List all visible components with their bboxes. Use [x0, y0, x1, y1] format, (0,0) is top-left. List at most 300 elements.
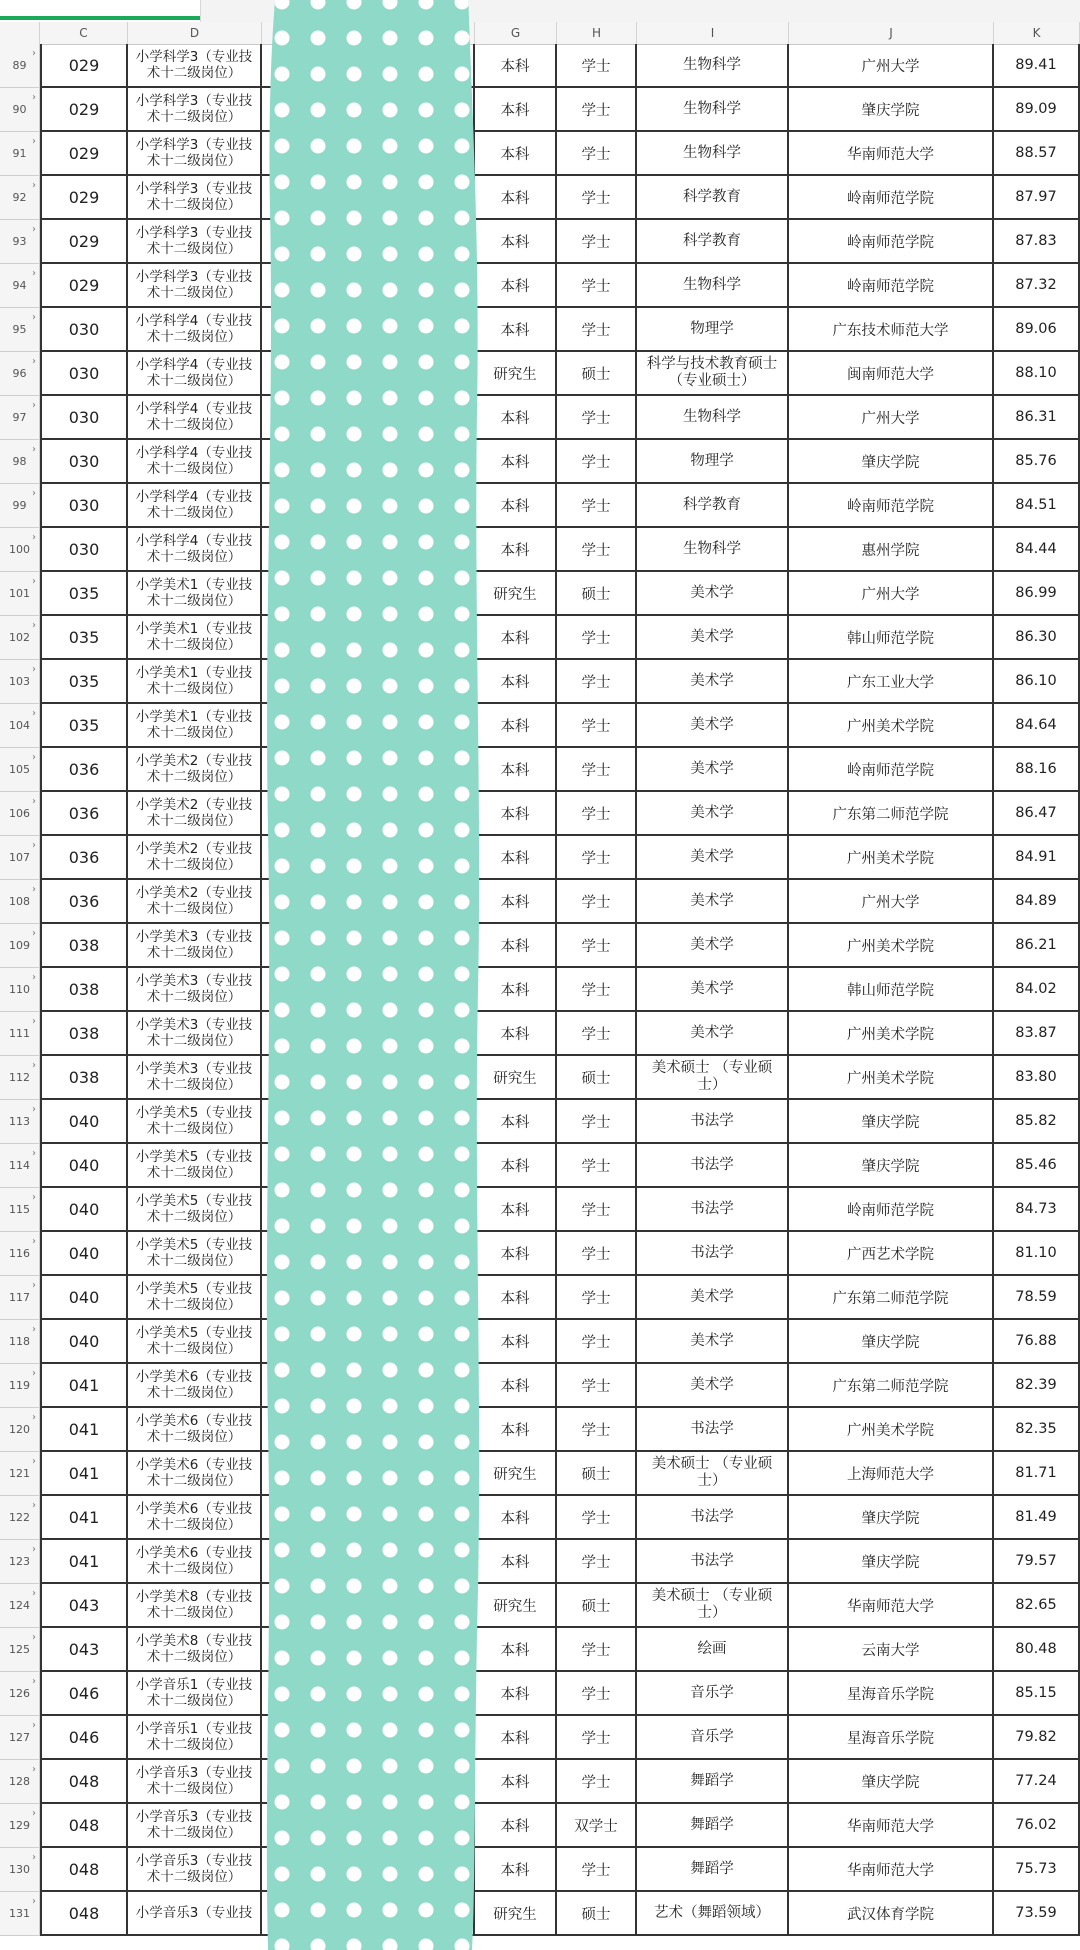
school-cell[interactable]: 肇庆学院 — [789, 88, 994, 132]
post-code-cell[interactable]: 041 — [40, 1496, 128, 1540]
degree-cell[interactable]: 硕士 — [557, 352, 637, 396]
row-number[interactable]: 121 › — [0, 1452, 40, 1496]
education-cell[interactable]: 研究生 — [475, 1892, 557, 1936]
education-cell[interactable]: 本科 — [475, 1232, 557, 1276]
post-name-cell[interactable]: 小学美术2（专业技术十二级岗位） — [128, 792, 262, 836]
row-number[interactable]: 118 › — [0, 1320, 40, 1364]
row-number[interactable]: 117 › — [0, 1276, 40, 1320]
degree-cell[interactable]: 学士 — [557, 1144, 637, 1188]
education-cell[interactable]: 本科 — [475, 924, 557, 968]
post-code-cell[interactable]: 048 — [40, 1848, 128, 1892]
major-cell[interactable]: 美术学 — [637, 968, 789, 1012]
row-number[interactable]: 98 › — [0, 440, 40, 484]
row-number[interactable]: 120 › — [0, 1408, 40, 1452]
score-cell[interactable]: 80.48 — [994, 1628, 1080, 1672]
score-cell[interactable]: 86.31 — [994, 396, 1080, 440]
post-name-cell[interactable]: 小学科学4（专业技术十二级岗位） — [128, 352, 262, 396]
column-header-g[interactable]: G — [475, 22, 557, 44]
post-name-cell[interactable]: 小学美术5（专业技术十二级岗位） — [128, 1232, 262, 1276]
education-cell[interactable]: 研究生 — [475, 572, 557, 616]
post-name-cell[interactable]: 小学科学3（专业技术十二级岗位） — [128, 176, 262, 220]
education-cell[interactable]: 本科 — [475, 528, 557, 572]
post-code-cell[interactable]: 035 — [40, 660, 128, 704]
degree-cell[interactable]: 学士 — [557, 836, 637, 880]
major-cell[interactable]: 绘画 — [637, 1628, 789, 1672]
education-cell[interactable]: 本科 — [475, 308, 557, 352]
post-code-cell[interactable]: 040 — [40, 1320, 128, 1364]
major-cell[interactable]: 美术学 — [637, 880, 789, 924]
post-code-cell[interactable]: 041 — [40, 1408, 128, 1452]
education-cell[interactable]: 本科 — [475, 1540, 557, 1584]
degree-cell[interactable]: 学士 — [557, 176, 637, 220]
post-name-cell[interactable]: 小学音乐3（专业技术十二级岗位） — [128, 1848, 262, 1892]
degree-cell[interactable]: 学士 — [557, 1540, 637, 1584]
major-cell[interactable]: 生物科学 — [637, 264, 789, 308]
post-name-cell[interactable]: 小学美术8（专业技术十二级岗位） — [128, 1628, 262, 1672]
major-cell[interactable]: 生物科学 — [637, 396, 789, 440]
major-cell[interactable]: 舞蹈学 — [637, 1760, 789, 1804]
post-code-cell[interactable]: 029 — [40, 88, 128, 132]
school-cell[interactable]: 华南师范大学 — [789, 1848, 994, 1892]
score-cell[interactable]: 82.65 — [994, 1584, 1080, 1628]
education-cell[interactable]: 本科 — [475, 1144, 557, 1188]
post-name-cell[interactable]: 小学科学3（专业技术十二级岗位） — [128, 132, 262, 176]
major-cell[interactable]: 美术学 — [637, 1320, 789, 1364]
post-code-cell[interactable]: 030 — [40, 528, 128, 572]
post-code-cell[interactable]: 040 — [40, 1232, 128, 1276]
row-number[interactable]: 107 › — [0, 836, 40, 880]
row-number[interactable]: 93 › — [0, 220, 40, 264]
degree-cell[interactable]: 学士 — [557, 968, 637, 1012]
school-cell[interactable]: 华南师范大学 — [789, 132, 994, 176]
post-name-cell[interactable]: 小学美术1（专业技术十二级岗位） — [128, 572, 262, 616]
education-cell[interactable]: 本科 — [475, 1672, 557, 1716]
post-name-cell[interactable]: 小学科学4（专业技术十二级岗位） — [128, 484, 262, 528]
major-cell[interactable]: 书法学 — [637, 1408, 789, 1452]
post-code-cell[interactable]: 046 — [40, 1672, 128, 1716]
education-cell[interactable]: 本科 — [475, 176, 557, 220]
score-cell[interactable]: 86.30 — [994, 616, 1080, 660]
column-header-c[interactable]: C — [40, 22, 128, 44]
major-cell[interactable]: 美术学 — [637, 572, 789, 616]
degree-cell[interactable]: 学士 — [557, 616, 637, 660]
degree-cell[interactable]: 学士 — [557, 1100, 637, 1144]
post-code-cell[interactable]: 035 — [40, 572, 128, 616]
education-cell[interactable]: 本科 — [475, 660, 557, 704]
post-name-cell[interactable]: 小学美术6（专业技术十二级岗位） — [128, 1452, 262, 1496]
score-cell[interactable]: 84.51 — [994, 484, 1080, 528]
education-cell[interactable]: 研究生 — [475, 352, 557, 396]
major-cell[interactable]: 美术学 — [637, 704, 789, 748]
degree-cell[interactable]: 学士 — [557, 1760, 637, 1804]
score-cell[interactable]: 79.82 — [994, 1716, 1080, 1760]
score-cell[interactable]: 86.47 — [994, 792, 1080, 836]
post-name-cell[interactable]: 小学美术8（专业技术十二级岗位） — [128, 1584, 262, 1628]
school-cell[interactable]: 广州美术学院 — [789, 1012, 994, 1056]
education-cell[interactable]: 本科 — [475, 1276, 557, 1320]
education-cell[interactable]: 本科 — [475, 704, 557, 748]
school-cell[interactable]: 闽南师范大学 — [789, 352, 994, 396]
school-cell[interactable]: 武汉体育学院 — [789, 1892, 994, 1936]
row-number[interactable]: 102 › — [0, 616, 40, 660]
row-number[interactable]: 100 › — [0, 528, 40, 572]
row-number[interactable]: 124 › — [0, 1584, 40, 1628]
school-cell[interactable]: 肇庆学院 — [789, 1540, 994, 1584]
post-code-cell[interactable]: 038 — [40, 1056, 128, 1100]
post-name-cell[interactable]: 小学美术1（专业技术十二级岗位） — [128, 660, 262, 704]
score-cell[interactable]: 85.46 — [994, 1144, 1080, 1188]
school-cell[interactable]: 岭南师范学院 — [789, 264, 994, 308]
major-cell[interactable]: 舞蹈学 — [637, 1804, 789, 1848]
score-cell[interactable]: 87.97 — [994, 176, 1080, 220]
education-cell[interactable]: 本科 — [475, 880, 557, 924]
degree-cell[interactable]: 学士 — [557, 1276, 637, 1320]
score-cell[interactable]: 89.09 — [994, 88, 1080, 132]
post-name-cell[interactable]: 小学美术6（专业技术十二级岗位） — [128, 1408, 262, 1452]
degree-cell[interactable]: 学士 — [557, 880, 637, 924]
score-cell[interactable]: 84.91 — [994, 836, 1080, 880]
post-code-cell[interactable]: 029 — [40, 44, 128, 88]
degree-cell[interactable]: 学士 — [557, 924, 637, 968]
school-cell[interactable]: 广州大学 — [789, 44, 994, 88]
education-cell[interactable]: 本科 — [475, 484, 557, 528]
degree-cell[interactable]: 硕士 — [557, 1056, 637, 1100]
education-cell[interactable]: 本科 — [475, 1628, 557, 1672]
education-cell[interactable]: 本科 — [475, 132, 557, 176]
school-cell[interactable]: 广东技术师范大学 — [789, 308, 994, 352]
score-cell[interactable]: 84.44 — [994, 528, 1080, 572]
score-cell[interactable]: 86.21 — [994, 924, 1080, 968]
major-cell[interactable]: 美术学 — [637, 660, 789, 704]
score-cell[interactable]: 85.82 — [994, 1100, 1080, 1144]
post-name-cell[interactable]: 小学科学3（专业技术十二级岗位） — [128, 44, 262, 88]
post-name-cell[interactable]: 小学美术5（专业技术十二级岗位） — [128, 1188, 262, 1232]
degree-cell[interactable]: 硕士 — [557, 1892, 637, 1936]
score-cell[interactable]: 89.41 — [994, 44, 1080, 88]
post-name-cell[interactable]: 小学美术5（专业技术十二级岗位） — [128, 1276, 262, 1320]
score-cell[interactable]: 81.71 — [994, 1452, 1080, 1496]
degree-cell[interactable]: 学士 — [557, 220, 637, 264]
major-cell[interactable]: 物理学 — [637, 308, 789, 352]
major-cell[interactable]: 美术硕士 （专业硕士） — [637, 1584, 789, 1628]
post-name-cell[interactable]: 小学美术2（专业技术十二级岗位） — [128, 836, 262, 880]
degree-cell[interactable]: 学士 — [557, 1012, 637, 1056]
row-number[interactable]: 92 › — [0, 176, 40, 220]
major-cell[interactable]: 舞蹈学 — [637, 1848, 789, 1892]
post-code-cell[interactable]: 030 — [40, 484, 128, 528]
major-cell[interactable]: 美术学 — [637, 616, 789, 660]
row-number[interactable]: 125 › — [0, 1628, 40, 1672]
post-name-cell[interactable]: 小学科学4（专业技术十二级岗位） — [128, 308, 262, 352]
score-cell[interactable]: 86.99 — [994, 572, 1080, 616]
row-number[interactable]: 103 › — [0, 660, 40, 704]
score-cell[interactable]: 82.39 — [994, 1364, 1080, 1408]
score-cell[interactable]: 73.59 — [994, 1892, 1080, 1936]
major-cell[interactable]: 美术学 — [637, 1364, 789, 1408]
degree-cell[interactable]: 学士 — [557, 1232, 637, 1276]
major-cell[interactable]: 科学教育 — [637, 484, 789, 528]
post-code-cell[interactable]: 030 — [40, 396, 128, 440]
row-number[interactable]: 109 › — [0, 924, 40, 968]
row-number[interactable]: 106 › — [0, 792, 40, 836]
education-cell[interactable]: 本科 — [475, 1716, 557, 1760]
row-number[interactable]: 119 › — [0, 1364, 40, 1408]
education-cell[interactable]: 本科 — [475, 1100, 557, 1144]
degree-cell[interactable]: 学士 — [557, 704, 637, 748]
degree-cell[interactable]: 学士 — [557, 44, 637, 88]
major-cell[interactable]: 生物科学 — [637, 528, 789, 572]
school-cell[interactable]: 韩山师范学院 — [789, 616, 994, 660]
post-code-cell[interactable]: 030 — [40, 308, 128, 352]
post-code-cell[interactable]: 041 — [40, 1364, 128, 1408]
post-name-cell[interactable]: 小学音乐3（专业技 — [128, 1892, 262, 1936]
major-cell[interactable]: 生物科学 — [637, 44, 789, 88]
score-cell[interactable]: 85.76 — [994, 440, 1080, 484]
school-cell[interactable]: 华南师范大学 — [789, 1804, 994, 1848]
post-code-cell[interactable]: 035 — [40, 704, 128, 748]
school-cell[interactable]: 华南师范大学 — [789, 1584, 994, 1628]
degree-cell[interactable]: 学士 — [557, 132, 637, 176]
row-number[interactable]: 105 › — [0, 748, 40, 792]
row-number[interactable]: 101 › — [0, 572, 40, 616]
score-cell[interactable]: 88.10 — [994, 352, 1080, 396]
score-cell[interactable]: 84.02 — [994, 968, 1080, 1012]
education-cell[interactable]: 研究生 — [475, 1056, 557, 1100]
major-cell[interactable]: 美术学 — [637, 748, 789, 792]
post-name-cell[interactable]: 小学美术3（专业技术十二级岗位） — [128, 924, 262, 968]
education-cell[interactable]: 本科 — [475, 1364, 557, 1408]
post-code-cell[interactable]: 041 — [40, 1540, 128, 1584]
row-number[interactable]: 95 › — [0, 308, 40, 352]
post-code-cell[interactable]: 040 — [40, 1100, 128, 1144]
major-cell[interactable]: 科学教育 — [637, 220, 789, 264]
education-cell[interactable]: 研究生 — [475, 1584, 557, 1628]
post-name-cell[interactable]: 小学美术2（专业技术十二级岗位） — [128, 748, 262, 792]
column-header-d[interactable]: D — [128, 22, 262, 44]
post-name-cell[interactable]: 小学美术3（专业技术十二级岗位） — [128, 1056, 262, 1100]
row-number[interactable]: 90 › — [0, 88, 40, 132]
school-cell[interactable]: 广州大学 — [789, 572, 994, 616]
school-cell[interactable]: 广州美术学院 — [789, 924, 994, 968]
major-cell[interactable]: 生物科学 — [637, 132, 789, 176]
row-number[interactable]: 127 › — [0, 1716, 40, 1760]
education-cell[interactable]: 本科 — [475, 396, 557, 440]
column-header-k[interactable]: K — [994, 22, 1080, 44]
post-code-cell[interactable]: 038 — [40, 1012, 128, 1056]
school-cell[interactable]: 肇庆学院 — [789, 1100, 994, 1144]
row-number[interactable]: 116 › — [0, 1232, 40, 1276]
score-cell[interactable]: 86.10 — [994, 660, 1080, 704]
degree-cell[interactable]: 学士 — [557, 1496, 637, 1540]
education-cell[interactable]: 本科 — [475, 1804, 557, 1848]
school-cell[interactable]: 广州美术学院 — [789, 1408, 994, 1452]
degree-cell[interactable]: 学士 — [557, 1408, 637, 1452]
school-cell[interactable]: 星海音乐学院 — [789, 1672, 994, 1716]
education-cell[interactable]: 本科 — [475, 1848, 557, 1892]
education-cell[interactable]: 本科 — [475, 616, 557, 660]
post-name-cell[interactable]: 小学音乐3（专业技术十二级岗位） — [128, 1760, 262, 1804]
post-name-cell[interactable]: 小学美术3（专业技术十二级岗位） — [128, 1012, 262, 1056]
degree-cell[interactable]: 学士 — [557, 1716, 637, 1760]
school-cell[interactable]: 广西艺术学院 — [789, 1232, 994, 1276]
school-cell[interactable]: 惠州学院 — [789, 528, 994, 572]
major-cell[interactable]: 科学教育 — [637, 176, 789, 220]
school-cell[interactable]: 云南大学 — [789, 1628, 994, 1672]
degree-cell[interactable]: 学士 — [557, 308, 637, 352]
score-cell[interactable]: 85.15 — [994, 1672, 1080, 1716]
education-cell[interactable]: 本科 — [475, 440, 557, 484]
row-number[interactable]: 112 › — [0, 1056, 40, 1100]
major-cell[interactable]: 美术学 — [637, 1276, 789, 1320]
post-name-cell[interactable]: 小学美术5（专业技术十二级岗位） — [128, 1144, 262, 1188]
degree-cell[interactable]: 双学士 — [557, 1804, 637, 1848]
row-number[interactable]: 128 › — [0, 1760, 40, 1804]
degree-cell[interactable]: 学士 — [557, 88, 637, 132]
row-number[interactable]: 89 › — [0, 44, 40, 88]
school-cell[interactable]: 星海音乐学院 — [789, 1716, 994, 1760]
degree-cell[interactable]: 学士 — [557, 264, 637, 308]
major-cell[interactable]: 物理学 — [637, 440, 789, 484]
row-number[interactable]: 96 › — [0, 352, 40, 396]
score-cell[interactable]: 84.89 — [994, 880, 1080, 924]
major-cell[interactable]: 美术硕士 （专业硕士） — [637, 1452, 789, 1496]
row-number[interactable]: 123 › — [0, 1540, 40, 1584]
major-cell[interactable]: 美术硕士 （专业硕士） — [637, 1056, 789, 1100]
degree-cell[interactable]: 学士 — [557, 1848, 637, 1892]
school-cell[interactable]: 广东第二师范学院 — [789, 1364, 994, 1408]
score-cell[interactable]: 76.88 — [994, 1320, 1080, 1364]
major-cell[interactable]: 美术学 — [637, 836, 789, 880]
school-cell[interactable]: 广州美术学院 — [789, 836, 994, 880]
row-number[interactable]: 115 › — [0, 1188, 40, 1232]
major-cell[interactable]: 生物科学 — [637, 88, 789, 132]
education-cell[interactable]: 本科 — [475, 1012, 557, 1056]
school-cell[interactable]: 岭南师范学院 — [789, 484, 994, 528]
major-cell[interactable]: 书法学 — [637, 1144, 789, 1188]
degree-cell[interactable]: 学士 — [557, 1672, 637, 1716]
post-code-cell[interactable]: 043 — [40, 1628, 128, 1672]
school-cell[interactable]: 肇庆学院 — [789, 1496, 994, 1540]
post-name-cell[interactable]: 小学美术5（专业技术十二级岗位） — [128, 1100, 262, 1144]
post-code-cell[interactable]: 040 — [40, 1144, 128, 1188]
school-cell[interactable]: 肇庆学院 — [789, 1320, 994, 1364]
score-cell[interactable]: 84.64 — [994, 704, 1080, 748]
post-name-cell[interactable]: 小学美术3（专业技术十二级岗位） — [128, 968, 262, 1012]
school-cell[interactable]: 广东工业大学 — [789, 660, 994, 704]
post-code-cell[interactable]: 029 — [40, 132, 128, 176]
score-cell[interactable]: 75.73 — [994, 1848, 1080, 1892]
score-cell[interactable]: 88.16 — [994, 748, 1080, 792]
major-cell[interactable]: 科学与技术教育硕士（专业硕士） — [637, 352, 789, 396]
score-cell[interactable]: 79.57 — [994, 1540, 1080, 1584]
education-cell[interactable]: 本科 — [475, 264, 557, 308]
school-cell[interactable]: 岭南师范学院 — [789, 176, 994, 220]
major-cell[interactable]: 美术学 — [637, 1012, 789, 1056]
post-code-cell[interactable]: 043 — [40, 1584, 128, 1628]
degree-cell[interactable]: 学士 — [557, 1364, 637, 1408]
major-cell[interactable]: 艺术（舞蹈领域） — [637, 1892, 789, 1936]
school-cell[interactable]: 广州大学 — [789, 880, 994, 924]
education-cell[interactable]: 本科 — [475, 1320, 557, 1364]
post-name-cell[interactable]: 小学音乐3（专业技术十二级岗位） — [128, 1804, 262, 1848]
school-cell[interactable]: 广东第二师范学院 — [789, 792, 994, 836]
score-cell[interactable]: 76.02 — [994, 1804, 1080, 1848]
score-cell[interactable]: 83.80 — [994, 1056, 1080, 1100]
degree-cell[interactable]: 硕士 — [557, 1584, 637, 1628]
row-number[interactable]: 129 › — [0, 1804, 40, 1848]
major-cell[interactable]: 书法学 — [637, 1232, 789, 1276]
major-cell[interactable]: 书法学 — [637, 1188, 789, 1232]
school-cell[interactable]: 肇庆学院 — [789, 440, 994, 484]
post-code-cell[interactable]: 036 — [40, 836, 128, 880]
score-cell[interactable]: 81.49 — [994, 1496, 1080, 1540]
row-number[interactable]: 110 › — [0, 968, 40, 1012]
score-cell[interactable]: 84.73 — [994, 1188, 1080, 1232]
post-name-cell[interactable]: 小学美术6（专业技术十二级岗位） — [128, 1496, 262, 1540]
score-cell[interactable]: 78.59 — [994, 1276, 1080, 1320]
score-cell[interactable]: 77.24 — [994, 1760, 1080, 1804]
major-cell[interactable]: 音乐学 — [637, 1672, 789, 1716]
post-code-cell[interactable]: 030 — [40, 352, 128, 396]
degree-cell[interactable]: 硕士 — [557, 1452, 637, 1496]
row-number[interactable]: 131 › — [0, 1892, 40, 1936]
education-cell[interactable]: 本科 — [475, 968, 557, 1012]
column-header-j[interactable]: J — [789, 22, 994, 44]
score-cell[interactable]: 82.35 — [994, 1408, 1080, 1452]
school-cell[interactable]: 岭南师范学院 — [789, 1188, 994, 1232]
degree-cell[interactable]: 学士 — [557, 1320, 637, 1364]
education-cell[interactable]: 本科 — [475, 836, 557, 880]
row-number[interactable]: 130 › — [0, 1848, 40, 1892]
education-cell[interactable]: 本科 — [475, 220, 557, 264]
post-name-cell[interactable]: 小学科学3（专业技术十二级岗位） — [128, 264, 262, 308]
post-code-cell[interactable]: 038 — [40, 924, 128, 968]
row-number[interactable]: 108 › — [0, 880, 40, 924]
row-number[interactable]: 94 › — [0, 264, 40, 308]
post-code-cell[interactable]: 036 — [40, 748, 128, 792]
score-cell[interactable]: 81.10 — [994, 1232, 1080, 1276]
degree-cell[interactable]: 学士 — [557, 748, 637, 792]
post-code-cell[interactable]: 040 — [40, 1188, 128, 1232]
post-code-cell[interactable]: 046 — [40, 1716, 128, 1760]
degree-cell[interactable]: 学士 — [557, 484, 637, 528]
post-code-cell[interactable]: 040 — [40, 1276, 128, 1320]
row-number[interactable]: 111 › — [0, 1012, 40, 1056]
school-cell[interactable]: 岭南师范学院 — [789, 748, 994, 792]
score-cell[interactable]: 83.87 — [994, 1012, 1080, 1056]
major-cell[interactable]: 美术学 — [637, 924, 789, 968]
post-name-cell[interactable]: 小学音乐1（专业技术十二级岗位） — [128, 1672, 262, 1716]
degree-cell[interactable]: 学士 — [557, 1188, 637, 1232]
row-number[interactable]: 104 › — [0, 704, 40, 748]
post-name-cell[interactable]: 小学音乐1（专业技术十二级岗位） — [128, 1716, 262, 1760]
post-code-cell[interactable]: 048 — [40, 1804, 128, 1848]
education-cell[interactable]: 本科 — [475, 792, 557, 836]
education-cell[interactable]: 本科 — [475, 1408, 557, 1452]
post-code-cell[interactable]: 029 — [40, 264, 128, 308]
post-name-cell[interactable]: 小学科学4（专业技术十二级岗位） — [128, 396, 262, 440]
education-cell[interactable]: 本科 — [475, 1760, 557, 1804]
select-all-corner[interactable] — [0, 22, 40, 44]
education-cell[interactable]: 本科 — [475, 44, 557, 88]
post-code-cell[interactable]: 029 — [40, 176, 128, 220]
education-cell[interactable]: 本科 — [475, 88, 557, 132]
major-cell[interactable]: 书法学 — [637, 1496, 789, 1540]
score-cell[interactable]: 89.06 — [994, 308, 1080, 352]
row-number[interactable]: 91 › — [0, 132, 40, 176]
education-cell[interactable]: 本科 — [475, 1188, 557, 1232]
post-code-cell[interactable]: 048 — [40, 1760, 128, 1804]
